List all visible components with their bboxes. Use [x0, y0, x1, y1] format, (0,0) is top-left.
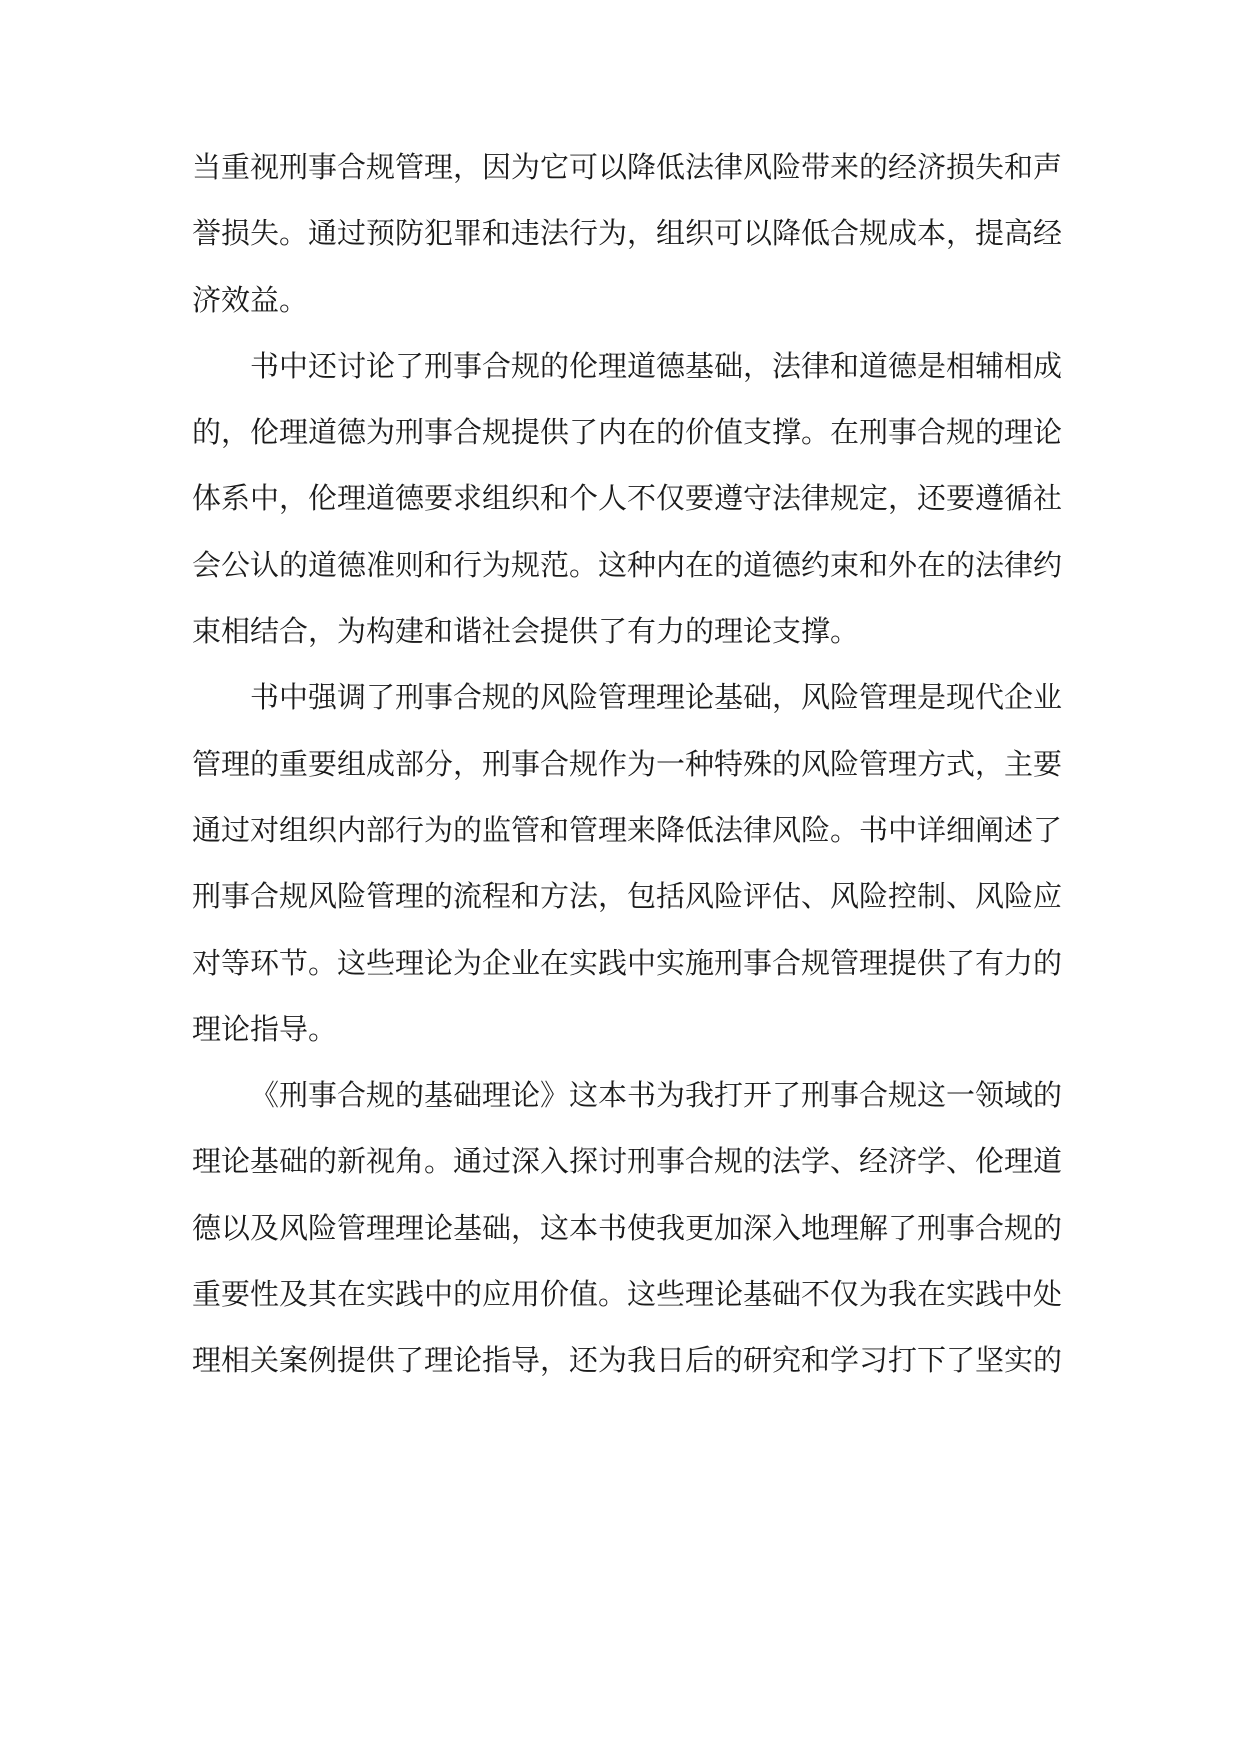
paragraph-2 — [192, 333, 1063, 664]
text-line: 束相结合，为构建和谐社会提供了有力的理论支撑。 — [192, 614, 860, 649]
text-line: 会公认的道德准则和行为规范。这种内在的道德约束和外在的法律约 — [192, 547, 1063, 582]
text-line: 德以及风险管理理论基础，这本书使我更加深入地理解了刑事合规的 — [192, 1210, 1063, 1245]
text-line: 对等环节。这些理论为企业在实践中实施刑事合规管理提供了有力的 — [192, 945, 1063, 980]
text-line: 济效益。 — [192, 282, 309, 317]
text-line: 通过对组织内部行为的监管和管理来降低法律风险。书中详细阐述了 — [192, 812, 1063, 847]
text-line: 理论基础的新视角。通过深入探讨刑事合规的法学、经济学、伦理道 — [192, 1144, 1063, 1179]
text-line: 《刑事合规的基础理论》这本书为我打开了刑事合规这一领域的 — [250, 1078, 1063, 1113]
paragraph-1 — [192, 134, 1063, 333]
text-line: 体系中，伦理道德要求组织和个人不仅要遵守法律规定，还要遵循社 — [192, 481, 1063, 516]
text-line: 的，伦理道德为刑事合规提供了内在的价值支撑。在刑事合规的理论 — [192, 415, 1063, 450]
text-line: 刑事合规风险管理的流程和方法，包括风险评估、风险控制、风险应 — [192, 879, 1063, 914]
text-line: 重要性及其在实践中的应用价值。这些理论基础不仅为我在实践中处 — [192, 1277, 1063, 1312]
paragraph-4 — [192, 1062, 1063, 1393]
text-line: 管理的重要组成部分，刑事合规作为一种特殊的风险管理方式，主要 — [192, 746, 1063, 781]
text-line: 书中强调了刑事合规的风险管理理论基础，风险管理是现代企业 — [250, 680, 1063, 715]
text-line: 理相关案例提供了理论指导，还为我日后的研究和学习打下了坚实的 — [192, 1343, 1063, 1378]
text-line: 誉损失。通过预防犯罪和违法行为，组织可以降低合规成本，提高经 — [192, 216, 1063, 251]
text-line: 当重视刑事合规管理，因为它可以降低法律风险带来的经济损失和声 — [192, 150, 1063, 184]
paragraph-3 — [192, 664, 1063, 1062]
text-line: 书中还讨论了刑事合规的伦理道德基础，法律和道德是相辅相成 — [250, 348, 1063, 383]
text-line: 理论指导。 — [192, 1011, 338, 1046]
body-text — [192, 134, 1063, 1394]
